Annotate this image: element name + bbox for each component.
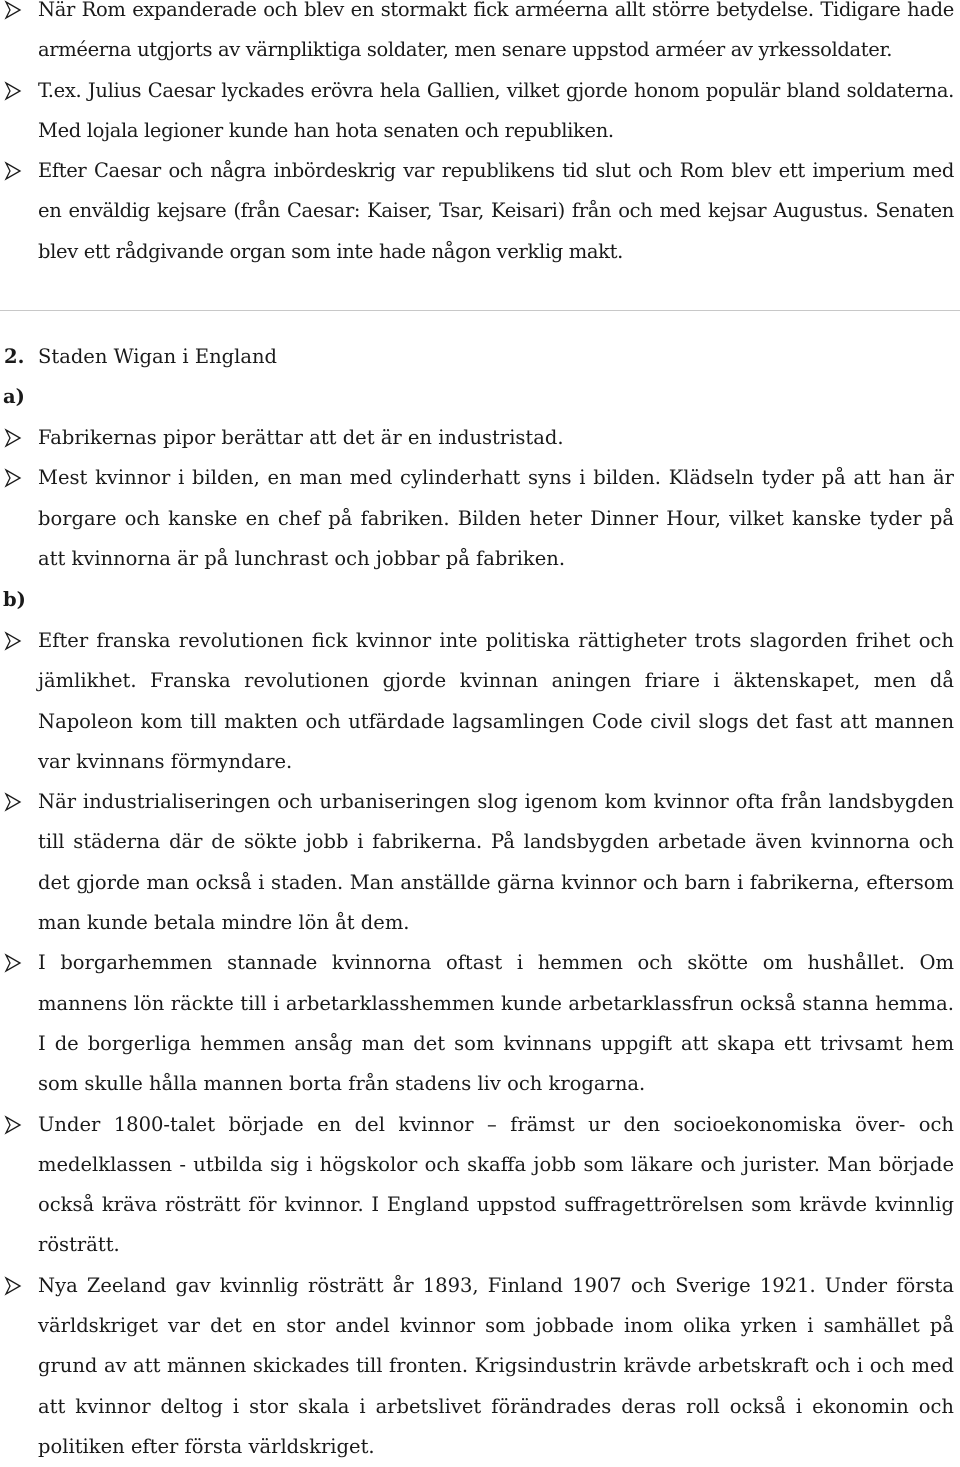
bullet-item: [0, 621, 960, 782]
section-rome: [0, 0, 960, 272]
bullet-text: Nya Zeeland gav kvinnlig rösträtt år 1893, Finland 1907 och Sverige 1921. Under första världskriget var det en stor andel kvinnor som jobbade inom olika yrken i samhället på grund av att männen skickades till fronten. Krigsindustrin krävde arbetskraft och i och med att kvinnor deltog i stor skala i arbetslivet förändrades deras roll också i ekonomin och politiken efter första världskriget.: [38, 1273, 954, 1458]
section-title: Staden Wigan i England: [38, 345, 278, 368]
arrow-bullet-icon: [4, 468, 22, 488]
bullet-item: [0, 782, 960, 943]
bullet-text: När Rom expanderade och blev en stormakt fick arméerna allt större betydelse. Tidigare hade arméerna utgjorts av värnpliktiga soldater, men senare uppstod arméer av yrkessoldater.: [38, 0, 954, 62]
bullet-text: Efter franska revolutionen fick kvinnor inte politiska rättigheter trots slagorden frihet och jämlikhet. Franska revolutionen gjorde kvinnan aningen friare i äktenskapet, men då Napoleon kom till makten och utfärdade lagsamlingen Code civil slogs det fast att mannen var kvinnans förmyndare.: [38, 629, 954, 773]
bullet-text: Efter Caesar och några inbördeskrig var republikens tid slut och Rom blev ett imperium med en enväldig kejsare (från Caesar: Kaiser, Tsar, Keisari) från och med kejsar Augustus. Senaten blev ett rådgivande organ som inte hade någon verklig makt.: [38, 159, 954, 263]
arrow-bullet-icon: [4, 792, 22, 812]
arrow-bullet-icon: [4, 81, 22, 101]
part-a-list: [0, 418, 960, 579]
bullet-item: [0, 71, 960, 152]
arrow-bullet-icon: [4, 1115, 22, 1135]
arrow-bullet-icon: [4, 0, 22, 20]
bullet-text: I borgarhemmen stannade kvinnorna oftast i hemmen och skötte om hushållet. Om mannens lön räckte till i arbetarklasshemmen kunde arbetarklassfrun också stanna hemma. I de borgerliga hemmen ansåg man det som kvinnans uppgift att skapa ett trivsamt hem som skulle hålla mannen borta från stadens liv och krogarna.: [38, 951, 954, 1096]
bullet-item: [0, 943, 960, 1104]
section-number: 2.: [4, 345, 25, 368]
section-heading: [4, 337, 277, 377]
bullet-item: [0, 418, 960, 458]
bullet-item: [0, 151, 960, 272]
arrow-bullet-icon: [4, 631, 22, 651]
part-b-list: [0, 621, 960, 1467]
bullet-item: [0, 0, 960, 71]
bullet-text: Fabrikernas pipor berättar att det är en industristad.: [38, 426, 564, 449]
arrow-bullet-icon: [4, 953, 22, 973]
bullet-item: [0, 458, 960, 579]
arrow-bullet-icon: [4, 428, 22, 448]
section-divider: [0, 310, 960, 311]
part-b-label: b): [3, 588, 26, 611]
arrow-bullet-icon: [4, 161, 22, 181]
bullet-item: [0, 1266, 960, 1467]
bullet-text: När industrialiseringen och urbaniseringen slog igenom kom kvinnor ofta från landsbygden till städerna där de sökte jobb i fabrikerna. På landsbygden arbetade även kvinnorna och det gjorde man också i staden. Man anställde gärna kvinnor och barn i fabrikerna, eftersom man kunde betala mindre lön åt dem.: [38, 790, 954, 935]
part-a-label: a): [3, 385, 25, 408]
bullet-text: Under 1800-talet började en del kvinnor – främst ur den socioekonomiska över- och medelklassen - utbilda sig i högskolor och skaffa jobb som läkare och jurister. Man började också kräva rösträtt för kvinnor. I England uppstod suffragettrörelsen som krävde kvinnlig rösträtt.: [38, 1112, 954, 1257]
arrow-bullet-icon: [4, 1276, 22, 1296]
bullet-text: Mest kvinnor i bilden, en man med cylinderhatt syns i bilden. Klädseln tyder på att han är borgare och kanske en chef på fabriken. Bilden heter Dinner Hour, vilket kanske tyder på att kvinnorna är på lunchrast och jobbar på fabriken.: [38, 466, 954, 570]
bullet-item: [0, 1105, 960, 1266]
bullet-text: T.ex. Julius Caesar lyckades erövra hela Gallien, vilket gjorde honom populär bland soldaterna. Med lojala legioner kunde han hota senaten och republiken.: [38, 78, 954, 142]
